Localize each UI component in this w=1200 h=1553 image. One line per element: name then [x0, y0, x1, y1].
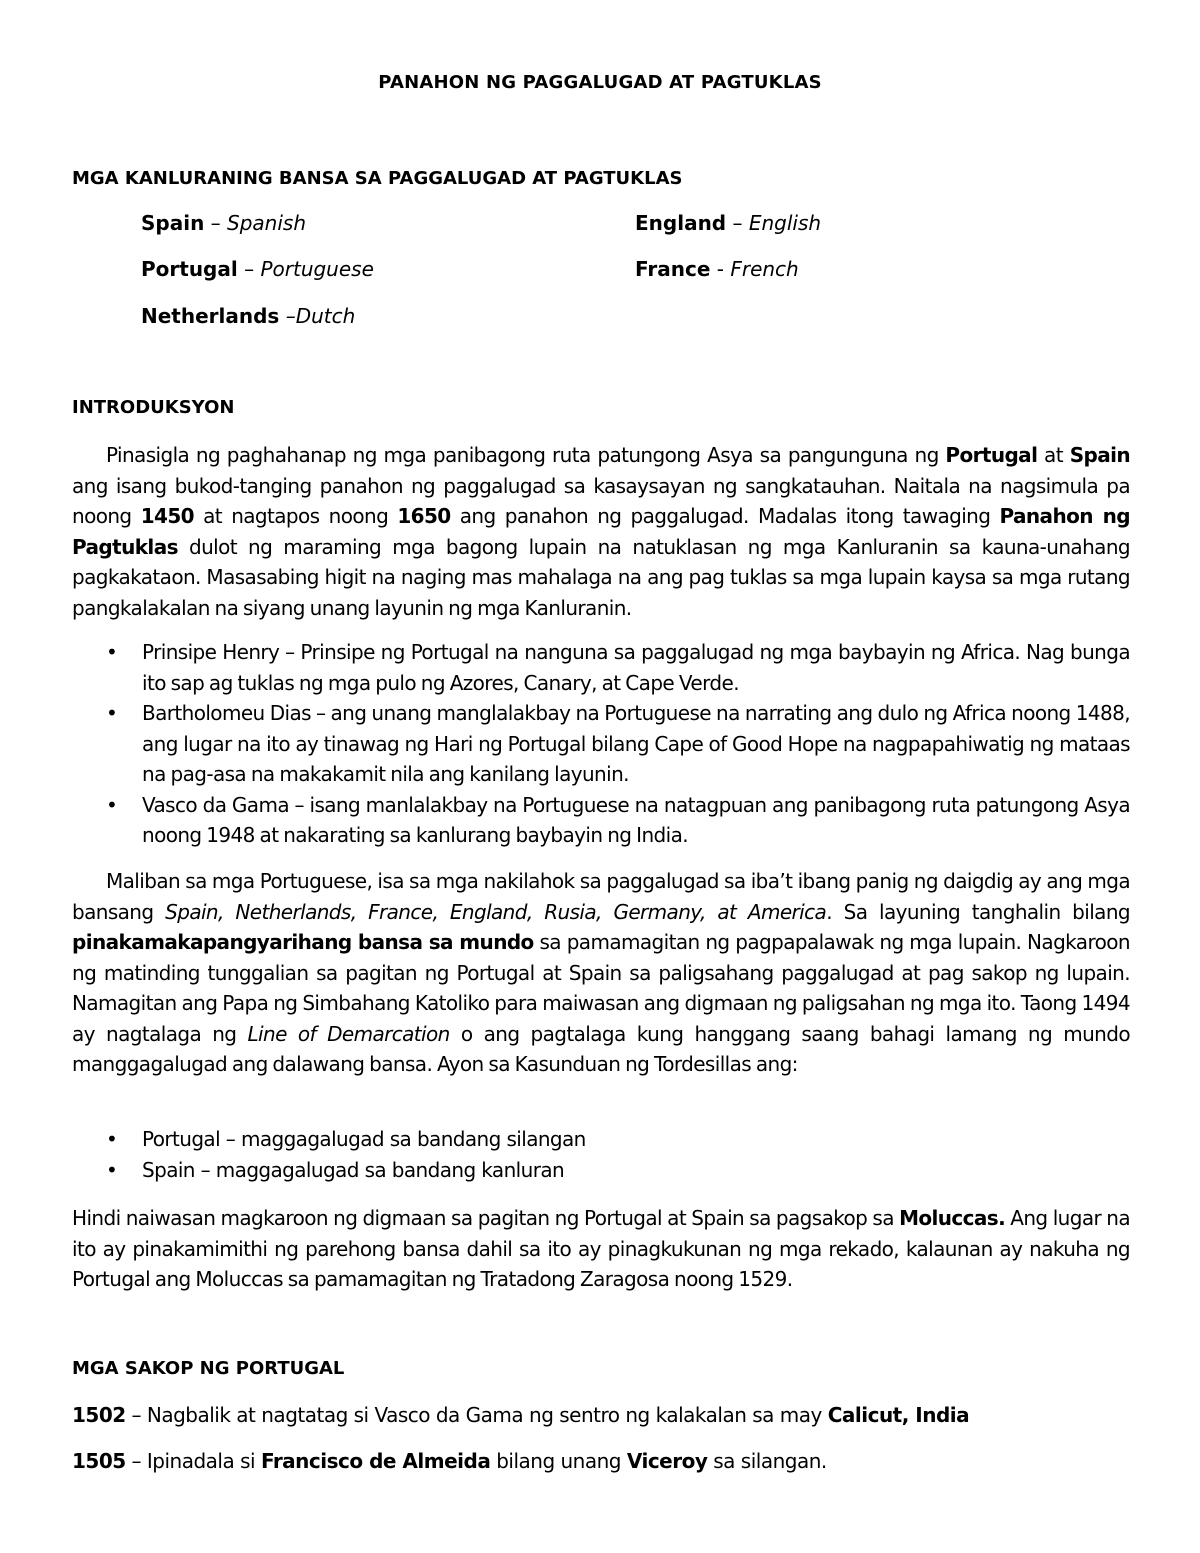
intro-paragraph-3: Hindi naiwasan magkaroon ng digmaan sa pagitan ng Portugal at Spain sa pagsakop sa Moluccas. Ang lugar na ito ay pinakamimithi ng parehong bansa dahil sa ito ay pinagkukunan ng mga rekado, kalaunan ay nakuha ng Portugal ang Moluccas sa pamamagitan ng Tratadong Zaragosa noong 1529.: [72, 1206, 1130, 1291]
list-item: • Portugal – maggagalugad sa bandang silangan: [72, 1124, 1130, 1155]
country-netherlands: Netherlands –Dutch: [141, 304, 356, 328]
country-england: England – English: [635, 211, 822, 235]
country-people: English: [748, 211, 822, 235]
bullet-icon: •: [106, 701, 118, 725]
country-people: French: [730, 257, 799, 281]
country-portugal: Portugal – Portuguese: [141, 257, 374, 281]
country-people: Portuguese: [260, 257, 374, 281]
bullet-icon: •: [106, 1157, 118, 1182]
country-people: Dutch: [295, 304, 356, 328]
country-people: Spanish: [227, 211, 307, 235]
country-name: France: [635, 257, 711, 281]
list-item: • Vasco da Gama – isang manlalakbay na Portuguese na natagpuan ang panibagong ruta patungong Asya noong 1948 at nakarating sa kanlurang baybayin ng India.: [72, 790, 1130, 851]
treaty-list: [72, 1124, 1130, 1185]
country-name: England: [635, 211, 727, 235]
country-name: Spain: [141, 211, 205, 235]
section-heading-countries: MGA KANLURANING BANSA SA PAGGALUGAD AT PAGTUKLAS: [72, 168, 683, 189]
timeline-entry-1505: 1505 – Ipinadala si Francisco de Almeida bilang unang Viceroy sa silangan.: [72, 1449, 827, 1473]
bullet-icon: •: [106, 640, 118, 664]
section-heading-portugal: MGA SAKOP NG PORTUGAL: [72, 1358, 345, 1379]
country-france: France - French: [635, 257, 799, 281]
country-name: Portugal: [141, 257, 238, 281]
bullet-icon: •: [106, 792, 118, 817]
list-item: • Prinsipe Henry – Prinsipe ng Portugal na nanguna sa paggalugad ng mga baybayin ng Africa. Nag bunga ito sap ag tuklas ng mga pulo ng Azores, Canary, at Cape Verde.: [72, 637, 1130, 698]
list-item: • Bartholomeu Dias – ang unang manglalakbay na Portuguese na narrating ang dulo ng Africa noong 1488, ang lugar na ito ay tinawag ng Hari ng Portugal bilang Cape of Good Hope na nagpapahiwatig ng mataas na pag-asa na makakamit nila ang kanilang layunin.: [72, 698, 1130, 790]
country-spain: Spain – Spanish: [141, 211, 307, 235]
explorer-list: [72, 637, 1130, 851]
bullet-icon: •: [106, 1127, 118, 1151]
list-item: • Spain – maggagalugad sa bandang kanluran: [72, 1155, 1130, 1186]
intro-paragraph-1: Pinasigla ng paghahanap ng mga panibagong ruta patungong Asya sa pangunguna ng Portugal at Spain ang isang bukod-tanging panahon ng paggalugad sa kasaysayan ng sangkatauhan. Naitala na nagsimula pa noong 1450 at nagtapos noong 1650 ang panahon ng paggalugad. Madalas itong tawaging Panahon ng Pagtuklas dulot ng maraming mga bagong lupain na natuklasan ng mga Kanluranin sa kauna-unahang pagkakataon. Masasabing higit na naging mas mahalaga na ang pag tuklas sa mga lupain kaysa sa mga rutang pangkalakalan na siyang unang layunin ng mga Kanluranin.: [72, 443, 1130, 620]
timeline-entry-1502: 1502 – Nagbalik at nagtatag si Vasco da Gama ng sentro ng kalakalan sa may Calicut, India: [72, 1403, 970, 1427]
country-name: Netherlands: [141, 304, 280, 328]
intro-paragraph-2: Maliban sa mga Portuguese, isa sa mga nakilahok sa paggalugad sa iba’t ibang panig ng daigdig ay ang mga bansang Spain, Netherlands, France, England, Rusia, Germany, at America. Sa layuning tanghalin bilang pinakamakapangyarihang bansa sa mundo sa pamamagitan ng pagpapalawak ng mga lupain. Nagkaroon ng matinding tunggalian sa pagitan ng Portugal at Spain sa paligsahang paggalugad at pag sakop ng lupain. Namagitan ang Papa ng Simbahang Katoliko para maiwasan ang digmaan ng paligsahan ng mga ito. Taong 1494 ay nagtalaga ng Line of Demarcation o ang pagtalaga kung hanggang saang bahagi lamang ng mundo manggagalugad ang dalawang bansa. Ayon sa Kasunduan ng Tordesillas ang:: [72, 869, 1131, 1076]
document-title: PANAHON NG PAGGALUGAD AT PAGTUKLAS: [378, 72, 822, 93]
section-heading-intro: INTRODUKSYON: [72, 397, 235, 418]
